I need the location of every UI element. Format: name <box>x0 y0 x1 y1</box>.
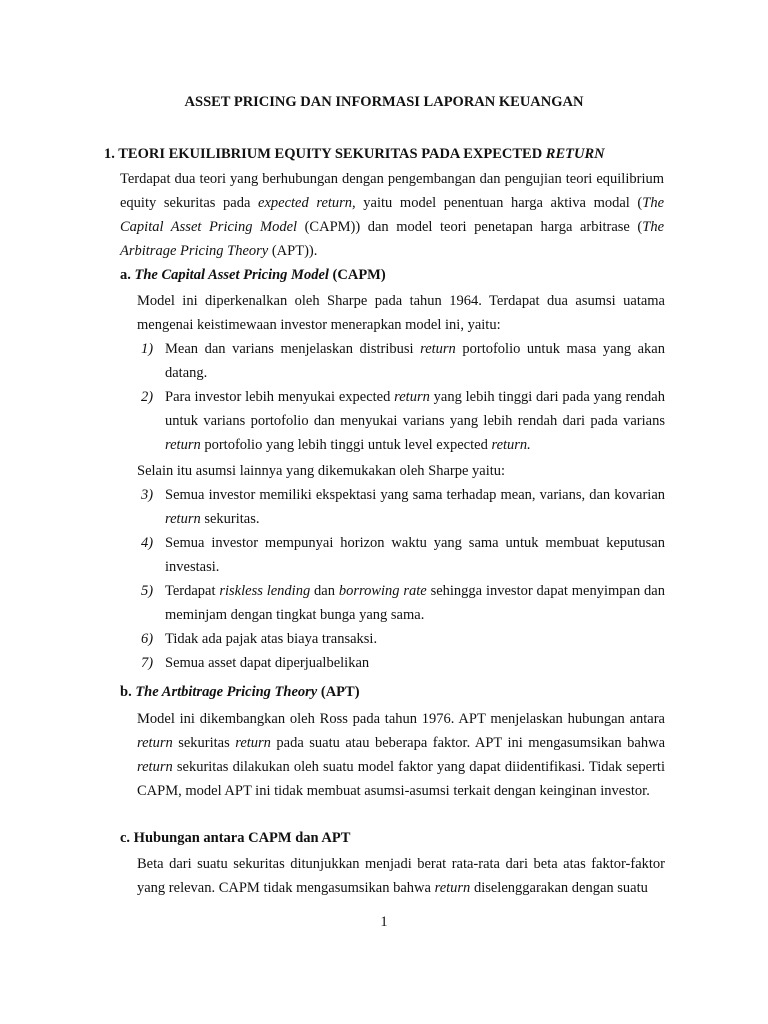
text-run: dan <box>310 583 339 599</box>
section-1-heading-italic: RETURN <box>545 146 605 162</box>
text-run: Semua investor memiliki ekspektasi yang sama terhadap mean, varians, dan kovarian <box>165 487 665 503</box>
assumption-list-2 <box>137 483 665 675</box>
section-a-heading <box>120 267 386 284</box>
italic-text: return <box>434 880 471 896</box>
list-item-number: 5) <box>141 583 154 599</box>
section-a-other-assumptions <box>137 459 665 483</box>
list-item <box>137 483 665 531</box>
text-run: Semua investor mempunyai horizon waktu yang sama untuk membuat keputusan investasi. <box>165 535 665 575</box>
list-item-number: 4) <box>141 535 154 551</box>
text-run: sehingga investor dapat menyimpan dan meminjam dengan tingkat bunga yang sama. <box>165 583 665 623</box>
section-a-prefix: a. <box>120 267 135 283</box>
section-b-suffix: (APT) <box>317 684 360 700</box>
list-item-number: 2) <box>141 389 154 405</box>
italic-text: return <box>165 437 201 453</box>
italic-text: expected return, <box>258 195 356 211</box>
text-run: (APT)). <box>268 243 318 259</box>
section-a-intro <box>137 289 665 337</box>
section-b-heading <box>120 684 360 701</box>
list-item <box>137 337 665 385</box>
list-item-number: 1) <box>141 341 154 357</box>
text-run: diselenggarakan dengan suatu <box>470 880 648 896</box>
text-run: sekuritas. <box>200 511 260 527</box>
list-item <box>137 531 665 579</box>
list-item-number: 6) <box>141 631 154 647</box>
document-title: ASSET PRICING DAN INFORMASI LAPORAN KEUANGAN <box>184 94 584 110</box>
text-run: Model ini diperkenalkan oleh Sharpe pada tahun 1964. Terdapat dua asumsi uatama mengenai keistimewaan investor menerapkan model ini, yaitu: <box>137 293 665 333</box>
list-item <box>137 579 665 627</box>
page-number: 1 <box>380 914 388 930</box>
section-1-heading-text: 1. TEORI EKUILIBRIUM EQUITY SEKURITAS PADA EXPECTED <box>104 146 546 162</box>
text-run: Para investor lebih menyukai expected <box>165 389 395 405</box>
text-run: yang lebih tinggi dari pada yang rendah untuk varians portofolio dan menyukai varians yang lebih rendah dari pada varians <box>165 389 665 429</box>
section-b-title: The Artbitrage Pricing Theory <box>135 684 318 700</box>
text-run: Model ini dikembangkan oleh Ross pada tahun 1976. APT menjelaskan hubungan antara <box>137 711 665 727</box>
text-run: pada suatu atau beberapa faktor. APT ini mengasumsikan bahwa <box>270 735 666 751</box>
text-run: Beta dari suatu sekuritas ditunjukkan menjadi berat rata-rata dari beta atas faktor-faktor yang relevan. CAPM tidak mengasumsikan bahwa <box>137 856 665 896</box>
text-run: yaitu model penentuan harga aktiva modal ( <box>355 195 643 211</box>
italic-text: The Arbitrage Pricing Theory <box>120 219 664 259</box>
italic-text: The Capital Asset Pricing Model <box>120 195 665 235</box>
text-run: portofolio yang lebih tinggi untuk level expected <box>200 437 492 453</box>
list-item <box>137 385 665 457</box>
italic-text: riskless lending <box>219 583 311 599</box>
italic-text: return <box>235 735 271 751</box>
list-item <box>137 627 665 651</box>
text-run: Tidak ada pajak atas biaya transaksi. <box>165 631 378 647</box>
text-run: Semua asset dapat diperjualbelikan <box>165 655 370 671</box>
text-run: Terdapat dua teori yang berhubungan dengan pengembangan dan pengujian teori equilibrium equity sekuritas pada <box>120 171 664 211</box>
text-run: portofolio untuk masa yang akan datang. <box>165 341 665 381</box>
text-run: sekuritas dilakukan oleh suatu model faktor yang dapat diidentifikasi. Tidak seperti CAPM, model APT ini tidak membuat asumsi-asumsi terkait dengan keinginan investor. <box>137 759 665 799</box>
italic-text: return <box>137 735 173 751</box>
italic-text: return <box>394 389 430 405</box>
list-item-number: 7) <box>141 655 154 671</box>
section-b-body <box>137 707 665 803</box>
section-1-intro <box>120 167 664 263</box>
text-run: Mean dan varians menjelaskan distribusi <box>165 341 421 357</box>
list-item <box>137 651 665 675</box>
section-a-title: The Capital Asset Pricing Model <box>134 267 329 283</box>
text-run: Terdapat <box>165 583 220 599</box>
italic-text: return <box>420 341 456 357</box>
section-a-suffix: (CAPM) <box>328 267 386 283</box>
italic-text: borrowing rate <box>338 583 427 599</box>
assumption-list-1 <box>137 337 665 457</box>
section-1-heading <box>104 146 605 163</box>
text-run: (CAPM)) dan model teori penetapan harga arbitrase ( <box>297 219 643 235</box>
text-run: Selain itu asumsi lainnya yang dikemukakan oleh Sharpe yaitu: <box>137 463 506 479</box>
section-c-heading: c. Hubungan antara CAPM dan APT <box>120 830 351 846</box>
list-item-number: 3) <box>141 487 154 503</box>
section-b-prefix: b. <box>120 684 136 700</box>
section-c-body <box>137 852 665 900</box>
italic-text: return <box>165 511 201 527</box>
text-run: sekuritas <box>172 735 236 751</box>
italic-text: return. <box>491 437 531 453</box>
italic-text: return <box>137 759 173 775</box>
